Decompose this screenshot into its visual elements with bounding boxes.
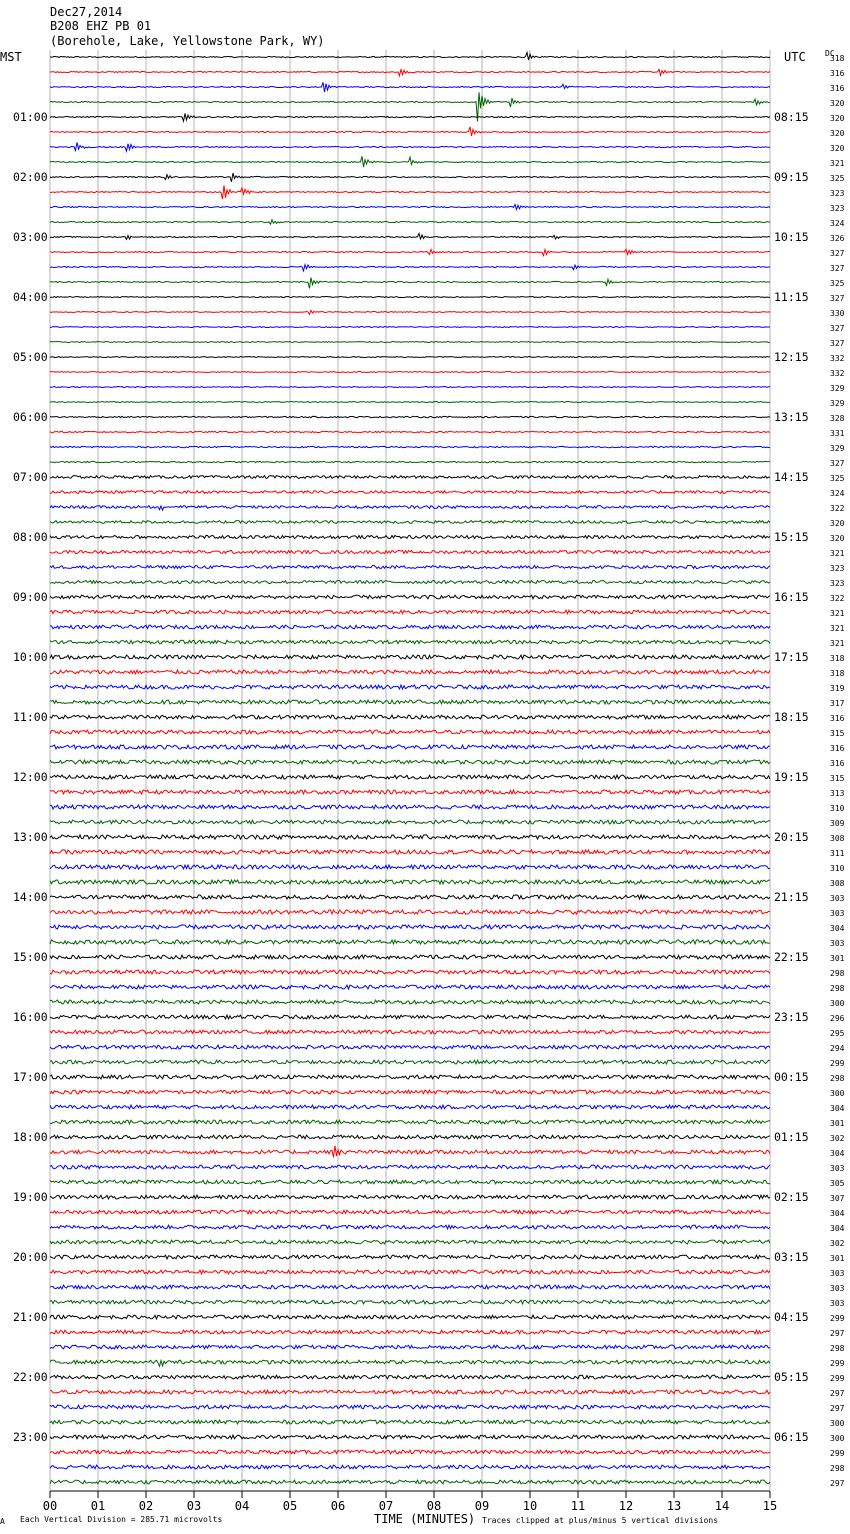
dc-offset-label: 295 — [830, 1029, 845, 1038]
trace-line — [50, 127, 770, 136]
mst-hour-label: 21:00 — [13, 1310, 48, 1324]
dc-offset-label: 323 — [830, 564, 845, 573]
x-tick-label: 06 — [330, 1499, 346, 1513]
dc-offset-label: 313 — [830, 789, 845, 798]
dc-offset-label: 320 — [830, 114, 845, 123]
dc-offset-label: 324 — [830, 219, 845, 228]
footer-mark: A — [0, 1517, 5, 1526]
dc-offset-label: 321 — [830, 624, 845, 633]
header-location: (Borehole, Lake, Yellowstone Park, WY) — [50, 34, 325, 48]
minute-grid — [50, 50, 770, 1490]
trace-line — [50, 1420, 770, 1424]
dc-offset-label: 303 — [830, 894, 845, 903]
utc-hour-label: 03:15 — [774, 1250, 809, 1264]
dc-offset-label: 303 — [830, 1269, 845, 1278]
utc-hour-label: 20:15 — [774, 830, 809, 844]
trace-line — [50, 1146, 770, 1158]
dc-offset-label: 316 — [830, 714, 845, 723]
utc-hour-label: 12:15 — [774, 350, 809, 364]
dc-offset-label: 329 — [830, 399, 845, 408]
trace-line — [50, 610, 770, 614]
dc-offset-label: 320 — [830, 534, 845, 543]
dc-offset-label: 304 — [830, 1224, 845, 1233]
trace-line — [50, 173, 770, 182]
trace-line — [50, 113, 770, 121]
trace-line — [50, 925, 770, 929]
utc-hour-label: 18:15 — [774, 710, 809, 724]
dc-offset-label: 298 — [830, 1074, 845, 1083]
dc-offset-label: 327 — [830, 324, 845, 333]
utc-hour-label: 05:15 — [774, 1370, 809, 1384]
trace-line — [50, 1060, 770, 1064]
utc-hour-label: 16:15 — [774, 590, 809, 604]
dc-offset-label: 301 — [830, 1254, 845, 1263]
dc-offset-label: 299 — [830, 1314, 845, 1323]
dc-offset-label: 303 — [830, 1299, 845, 1308]
dc-offset-label: 300 — [830, 1434, 845, 1443]
mst-hour-label: 23:00 — [13, 1430, 48, 1444]
dc-offset-label: 315 — [830, 729, 845, 738]
dc-offset-label: 327 — [830, 249, 845, 258]
trace-line — [50, 700, 770, 704]
dc-offset-label: 303 — [830, 909, 845, 918]
dc-offset-label: 331 — [830, 429, 845, 438]
x-tick-label: 03 — [186, 1499, 202, 1513]
x-tick-label: 07 — [378, 1499, 394, 1513]
dc-offset-label: 326 — [830, 234, 845, 243]
x-tick-label: 15 — [762, 1499, 778, 1513]
utc-hour-label: 23:15 — [774, 1010, 809, 1024]
dc-offset-label: 304 — [830, 1149, 845, 1158]
mst-hour-label: 22:00 — [13, 1370, 48, 1384]
trace-line — [50, 1300, 770, 1304]
trace-line — [50, 1000, 770, 1004]
right-axis-title: UTC — [784, 50, 806, 64]
trace-line — [50, 850, 770, 854]
trace-line — [50, 1195, 770, 1199]
mst-hour-label: 12:00 — [13, 770, 48, 784]
trace-line — [50, 685, 770, 689]
trace-line — [50, 476, 770, 479]
x-tick-label: 11 — [570, 1499, 586, 1513]
trace-line — [50, 1375, 770, 1379]
dc-offset-label: 316 — [830, 744, 845, 753]
x-tick-label: 09 — [474, 1499, 490, 1513]
trace-line — [50, 775, 770, 779]
dc-offset-label: 325 — [830, 174, 845, 183]
utc-hour-label: 13:15 — [774, 410, 809, 424]
trace-line — [50, 310, 770, 314]
utc-hour-label: 04:15 — [774, 1310, 809, 1324]
dc-offset-label: 305 — [830, 1179, 845, 1188]
mst-hour-label: 08:00 — [13, 530, 48, 544]
trace-line — [50, 185, 770, 199]
dc-offset-label: 322 — [830, 504, 845, 513]
trace-line — [50, 357, 770, 358]
left-axis-title: MST — [0, 50, 22, 64]
dc-offset-label: 297 — [830, 1479, 845, 1488]
dc-offset-label: 297 — [830, 1329, 845, 1338]
trace-line — [50, 985, 770, 989]
trace-line — [50, 1435, 770, 1439]
dc-offset-label: 321 — [830, 639, 845, 648]
dc-offset-label: 308 — [830, 834, 845, 843]
trace-line — [50, 1240, 770, 1244]
dc-column-title: DC — [825, 49, 835, 58]
mst-hour-label: 03:00 — [13, 230, 48, 244]
trace-line — [50, 1030, 770, 1034]
dc-offset-label: 329 — [830, 384, 845, 393]
x-tick-label: 04 — [234, 1499, 250, 1513]
dc-offset-label: 317 — [830, 699, 845, 708]
trace-line — [50, 1120, 770, 1124]
dc-offset-label: 323 — [830, 189, 845, 198]
trace-line — [50, 402, 770, 403]
utc-hour-label: 15:15 — [774, 530, 809, 544]
x-axis-title: TIME (MINUTES) — [374, 1512, 476, 1526]
utc-hour-label: 08:15 — [774, 110, 809, 124]
dc-offset-label: 316 — [830, 69, 845, 78]
mst-hour-label: 02:00 — [13, 170, 48, 184]
x-tick-label: 14 — [714, 1499, 730, 1513]
trace-line — [50, 1390, 770, 1394]
dc-offset-label: 299 — [830, 1059, 845, 1068]
trace-line — [50, 895, 770, 899]
dc-offset-label: 330 — [830, 309, 845, 318]
trace-line — [50, 1285, 770, 1289]
trace-line — [50, 220, 770, 224]
utc-hour-label: 17:15 — [774, 650, 809, 664]
dc-offset-label: 321 — [830, 159, 845, 168]
dc-offset-label: 302 — [830, 1239, 845, 1248]
dc-offset-label: 302 — [830, 1134, 845, 1143]
mst-hour-label: 19:00 — [13, 1190, 48, 1204]
trace-line — [50, 1450, 770, 1454]
trace-line — [50, 1045, 770, 1049]
utc-hour-label: 00:15 — [774, 1070, 809, 1084]
trace-line — [50, 431, 770, 432]
dc-offset-label: 297 — [830, 1389, 845, 1398]
trace-line — [50, 461, 770, 462]
trace-line — [50, 1480, 770, 1484]
trace-line — [50, 297, 770, 298]
trace-line — [50, 790, 770, 794]
dc-offset-label: 325 — [830, 474, 845, 483]
trace-line — [50, 745, 770, 749]
mst-hour-label: 18:00 — [13, 1130, 48, 1144]
trace-line — [50, 1210, 770, 1214]
dc-offset-label: 308 — [830, 879, 845, 888]
dc-offset-label: 301 — [830, 954, 845, 963]
trace-line — [50, 1405, 770, 1409]
x-tick-label: 13 — [666, 1499, 682, 1513]
dc-offset-label: 332 — [830, 354, 845, 363]
dc-offset-label: 332 — [830, 369, 845, 378]
trace-line — [50, 640, 770, 644]
trace-line — [50, 865, 770, 869]
trace-line — [50, 880, 770, 884]
x-tick-label: 02 — [138, 1499, 154, 1513]
seismogram-traces — [50, 52, 770, 1483]
trace-line — [50, 446, 770, 447]
dc-offset-label: 320 — [830, 99, 845, 108]
dc-offset-label: 296 — [830, 1014, 845, 1023]
dc-offset-label: 294 — [830, 1044, 845, 1053]
utc-hour-label: 14:15 — [774, 470, 809, 484]
trace-line — [50, 970, 770, 974]
mst-hour-label: 11:00 — [13, 710, 48, 724]
dc-offset-label: 320 — [830, 144, 845, 153]
mst-hour-label: 10:00 — [13, 650, 48, 664]
dc-offset-label: 316 — [830, 84, 845, 93]
trace-line — [50, 670, 770, 674]
dc-offset-label: 304 — [830, 924, 845, 933]
dc-offset-label: 321 — [830, 549, 845, 558]
dc-offset-label: 329 — [830, 444, 845, 453]
dc-offset-label: 298 — [830, 1344, 845, 1353]
trace-line — [50, 595, 770, 599]
dc-offset-label: 310 — [830, 864, 845, 873]
trace-line — [50, 521, 770, 524]
dc-offset-label: 303 — [830, 939, 845, 948]
trace-line — [50, 1015, 770, 1019]
trace-line — [50, 156, 770, 167]
trace-line — [50, 342, 770, 343]
mst-hour-label: 07:00 — [13, 470, 48, 484]
header-date: Dec27,2014 — [50, 5, 123, 19]
dc-offset-label: 325 — [830, 279, 845, 288]
trace-line — [50, 1075, 770, 1079]
x-tick-label: 01 — [90, 1499, 106, 1513]
trace-line — [50, 249, 770, 255]
dc-offset-label: 327 — [830, 339, 845, 348]
dc-offset-labels — [830, 54, 845, 1488]
trace-line — [50, 835, 770, 839]
trace-line — [50, 715, 770, 719]
trace-line — [50, 52, 770, 60]
mst-hour-label: 01:00 — [13, 110, 48, 124]
trace-line — [50, 1330, 770, 1334]
dc-offset-label: 304 — [830, 1209, 845, 1218]
trace-line — [50, 1165, 770, 1169]
dc-offset-label: 323 — [830, 204, 845, 213]
dc-offset-label: 327 — [830, 294, 845, 303]
trace-line — [50, 1315, 770, 1319]
header-station: B208 EHZ PB 01 — [50, 19, 152, 33]
mst-hour-label: 06:00 — [13, 410, 48, 424]
time-axis — [43, 1491, 777, 1513]
trace-line — [50, 1105, 770, 1109]
trace-line — [50, 205, 770, 210]
scale-note: Each Vertical Division = 285.71 microvolts — [20, 1515, 223, 1524]
dc-offset-label: 310 — [830, 804, 845, 813]
dc-offset-label: 311 — [830, 849, 845, 858]
trace-line — [50, 233, 770, 239]
trace-line — [50, 142, 770, 151]
trace-line — [50, 565, 770, 568]
mst-hour-label: 14:00 — [13, 890, 48, 904]
trace-line — [50, 278, 770, 289]
utc-hour-label: 21:15 — [774, 890, 809, 904]
x-tick-label: 12 — [618, 1499, 634, 1513]
utc-hour-label: 22:15 — [774, 950, 809, 964]
dc-offset-label: 299 — [830, 1449, 845, 1458]
trace-line — [50, 760, 770, 764]
mst-hour-label: 15:00 — [13, 950, 48, 964]
dc-offset-label: 303 — [830, 1164, 845, 1173]
x-tick-label: 10 — [522, 1499, 538, 1513]
dc-offset-label: 327 — [830, 264, 845, 273]
mst-hour-labels — [13, 110, 48, 1444]
trace-line — [50, 506, 770, 511]
mst-hour-label: 17:00 — [13, 1070, 48, 1084]
utc-hour-label: 01:15 — [774, 1130, 809, 1144]
trace-line — [50, 416, 770, 417]
dc-offset-label: 300 — [830, 999, 845, 1008]
dc-offset-label: 321 — [830, 609, 845, 618]
utc-hour-label: 19:15 — [774, 770, 809, 784]
mst-hour-label: 20:00 — [13, 1250, 48, 1264]
dc-offset-label: 301 — [830, 1119, 845, 1128]
dc-offset-label: 316 — [830, 759, 845, 768]
trace-line — [50, 625, 770, 629]
trace-line — [50, 820, 770, 824]
trace-line — [50, 1135, 770, 1139]
dc-offset-label: 319 — [830, 684, 845, 693]
x-tick-label: 05 — [282, 1499, 298, 1513]
dc-offset-label: 318 — [830, 654, 845, 663]
utc-hour-labels — [774, 110, 809, 1444]
trace-line — [50, 805, 770, 809]
dc-offset-label: 318 — [830, 54, 845, 63]
dc-offset-label: 298 — [830, 984, 845, 993]
mst-hour-label: 13:00 — [13, 830, 48, 844]
dc-offset-label: 297 — [830, 1404, 845, 1413]
dc-offset-label: 315 — [830, 774, 845, 783]
dc-offset-label: 322 — [830, 594, 845, 603]
dc-offset-label: 298 — [830, 969, 845, 978]
dc-offset-label: 304 — [830, 1104, 845, 1113]
dc-offset-label: 299 — [830, 1374, 845, 1383]
dc-offset-label: 318 — [830, 669, 845, 678]
trace-line — [50, 1360, 770, 1366]
trace-line — [50, 1270, 770, 1274]
dc-offset-label: 300 — [830, 1419, 845, 1428]
trace-line — [50, 1345, 770, 1349]
trace-line — [50, 327, 770, 328]
utc-hour-label: 02:15 — [774, 1190, 809, 1204]
utc-hour-label: 10:15 — [774, 230, 809, 244]
dc-offset-label: 320 — [830, 519, 845, 528]
dc-offset-label: 298 — [830, 1464, 845, 1473]
trace-line — [50, 955, 770, 959]
trace-line — [50, 387, 770, 388]
trace-line — [50, 730, 770, 734]
trace-line — [50, 1090, 770, 1094]
trace-line — [50, 1255, 770, 1259]
trace-line — [50, 580, 770, 583]
dc-offset-label: 320 — [830, 129, 845, 138]
trace-line — [50, 940, 770, 944]
trace-line — [50, 910, 770, 914]
dc-offset-label: 324 — [830, 489, 845, 498]
clip-note: Traces clipped at plus/minus 5 vertical divisions — [482, 1516, 719, 1525]
trace-line — [50, 265, 770, 271]
mst-hour-label: 09:00 — [13, 590, 48, 604]
trace-line — [50, 491, 770, 494]
x-tick-label: 08 — [426, 1499, 442, 1513]
dc-offset-label: 327 — [830, 459, 845, 468]
mst-hour-label: 16:00 — [13, 1010, 48, 1024]
trace-line — [50, 82, 770, 92]
mst-hour-label: 04:00 — [13, 290, 48, 304]
trace-line — [50, 69, 770, 76]
dc-offset-label: 307 — [830, 1194, 845, 1203]
dc-offset-label: 299 — [830, 1359, 845, 1368]
trace-line — [50, 535, 770, 538]
dc-offset-label: 328 — [830, 414, 845, 423]
x-tick-label: 00 — [42, 1499, 58, 1513]
dc-offset-label: 303 — [830, 1284, 845, 1293]
trace-line — [50, 1225, 770, 1229]
utc-hour-label: 06:15 — [774, 1430, 809, 1444]
utc-hour-label: 09:15 — [774, 170, 809, 184]
trace-line — [50, 550, 770, 553]
dc-offset-label: 309 — [830, 819, 845, 828]
trace-line — [50, 655, 770, 659]
mst-hour-label: 05:00 — [13, 350, 48, 364]
trace-line — [50, 372, 770, 373]
utc-hour-label: 11:15 — [774, 290, 809, 304]
trace-line — [50, 1180, 770, 1184]
trace-line — [50, 1465, 770, 1469]
dc-offset-label: 300 — [830, 1089, 845, 1098]
dc-offset-label: 323 — [830, 579, 845, 588]
